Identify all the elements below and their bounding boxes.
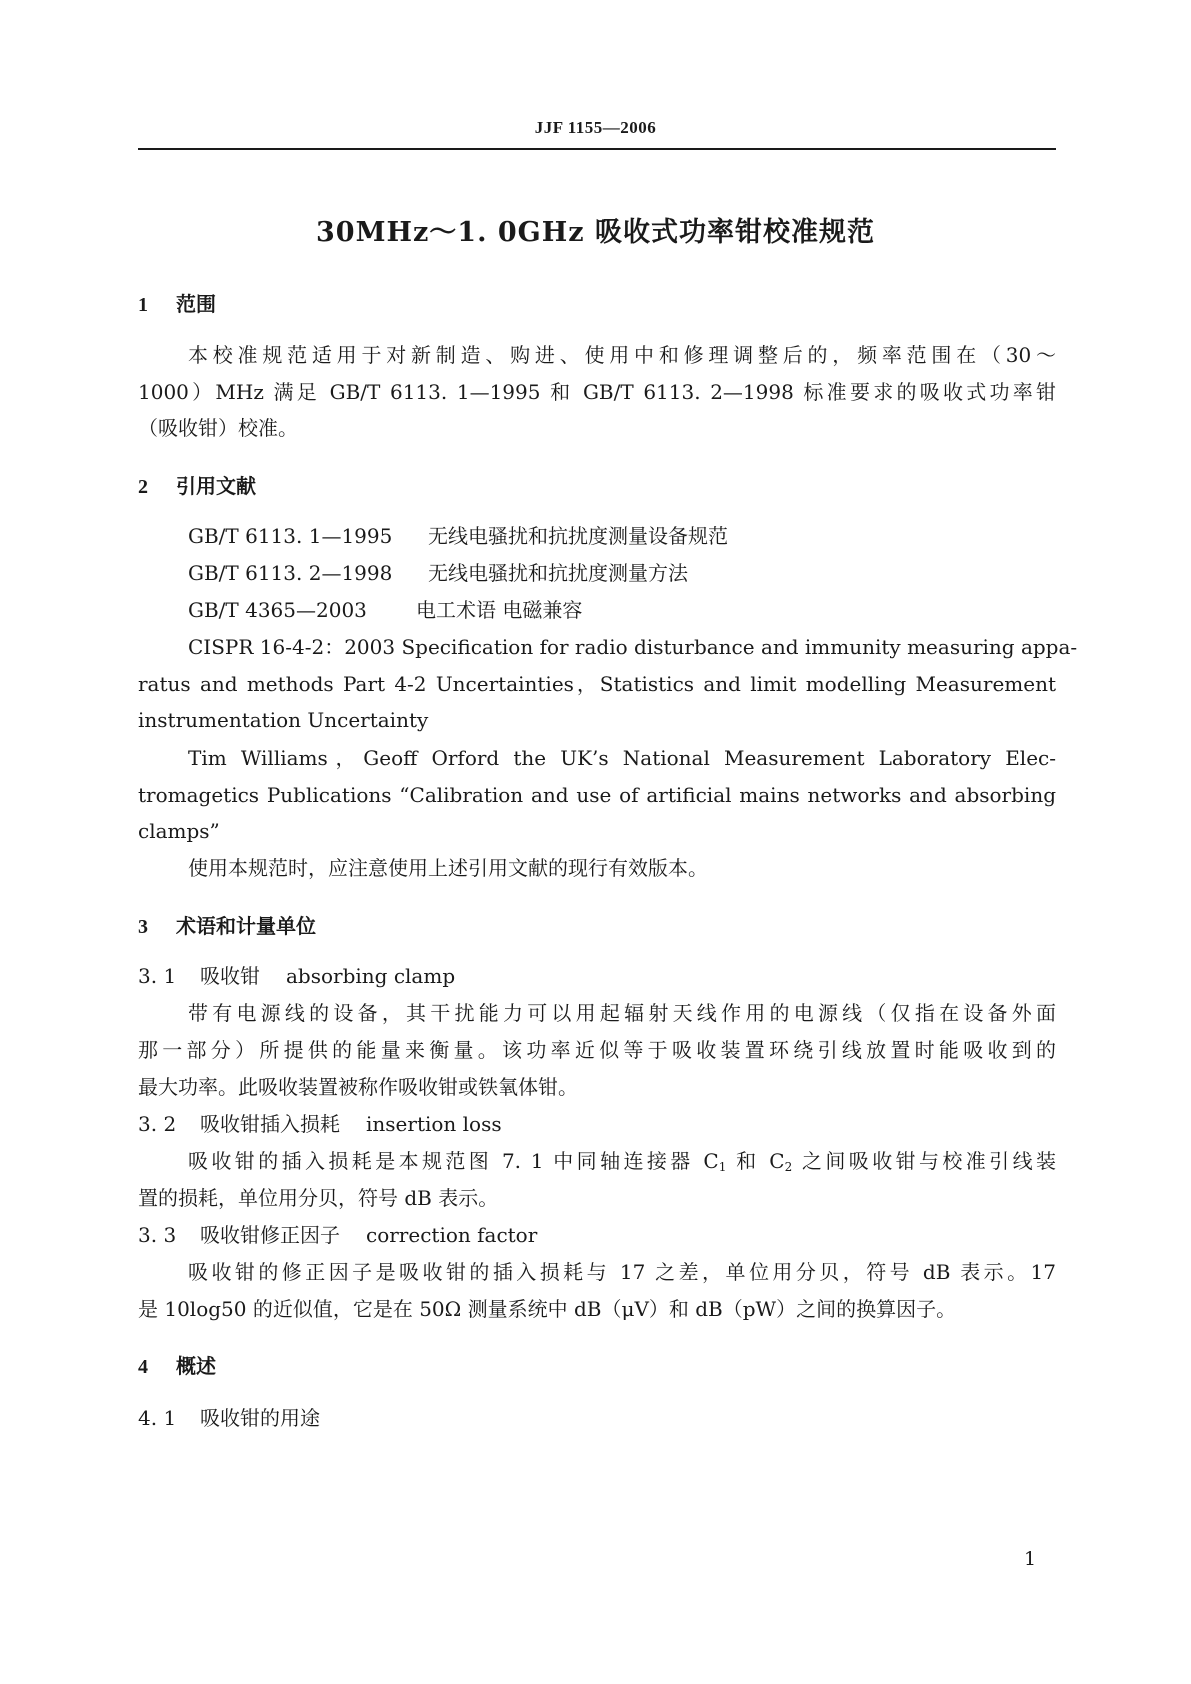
section-title: 范围 — [176, 292, 216, 316]
section-title: 引用文献 — [176, 474, 256, 498]
paragraph-line: 置的损耗，单位用分贝，符号 dB 表示。 — [138, 1186, 499, 1210]
reference-title: 无线电骚扰和抗扰度测量设备规范 — [428, 524, 728, 548]
paragraph-line: CISPR 16-4-2：2003 Specification for radio disturbance and immunity measuring appa- — [188, 635, 1078, 659]
text-run: 之间吸收钳与校准引线装 — [792, 1149, 1056, 1173]
section-number: 3 — [138, 916, 148, 938]
paragraph-line: 吸收钳的修正因子是吸收钳的插入损耗与 17 之差，单位用分贝，符号 dB 表示。17 — [188, 1260, 1056, 1284]
reference-title: 无线电骚扰和抗扰度测量方法 — [428, 561, 688, 585]
term-zh: 吸收钳修正因子 — [200, 1223, 340, 1247]
subscript: 1 — [718, 1160, 727, 1174]
reference-code: GB/T 6113. 2—1998 — [188, 561, 393, 585]
paragraph-line: 那一部分）所提供的能量来衡量。该功率近似等于吸收装置环绕引线放置时能吸收到的 — [138, 1038, 1056, 1062]
reference-item — [188, 590, 1056, 630]
subscript: 2 — [784, 1160, 793, 1174]
term-number: 4. 1 — [138, 1406, 177, 1430]
reference-title: 电工术语 电磁兼容 — [416, 598, 583, 622]
term-heading-3-3 — [138, 1215, 1056, 1255]
term-heading-4-1 — [138, 1398, 1056, 1438]
paragraph-line: instrumentation Uncertainty — [138, 708, 429, 732]
paragraph-line: 本校准规范适用于对新制造、购进、使用中和修理调整后的，频率范围在（30～ — [188, 343, 1056, 367]
paragraph-line: 是 10log50 的近似值，它是在 50Ω 测量系统中 dB（μV）和 dB（pW）之间的换算因子。 — [138, 1297, 957, 1321]
section-number: 2 — [138, 476, 148, 498]
section-3-heading — [138, 910, 316, 939]
term-en: insertion loss — [366, 1112, 502, 1136]
term-number: 3. 3 — [138, 1223, 177, 1247]
paragraph-line: tromagetics Publications “Calibration and use of artificial mains networks and absorbing — [138, 783, 1056, 807]
section-4-heading — [138, 1350, 216, 1379]
paragraph-line: Tim Williams，Geoff Orford the UK’s National Measurement Laboratory Elec- — [188, 746, 1056, 770]
term-en: correction factor — [366, 1223, 538, 1247]
paragraph-line: 使用本规范时，应注意使用上述引用文献的现行有效版本。 — [188, 856, 708, 880]
term-zh: 吸收钳 — [200, 964, 260, 988]
reference-item — [188, 516, 1056, 556]
text-run: 吸收钳的插入损耗是本规范图 7. 1 中同轴连接器 C — [188, 1149, 719, 1173]
paragraph-line: ratus and methods Part 4-2 Uncertainties，Statistics and limit modelling Measurement — [138, 672, 1056, 696]
reference-code: GB/T 6113. 1—1995 — [188, 524, 393, 548]
page-number: 1 — [1024, 1548, 1037, 1570]
section-number: 1 — [138, 294, 148, 316]
term-heading-3-2 — [138, 1104, 1056, 1144]
term-number: 3. 1 — [138, 964, 177, 988]
reference-item — [188, 553, 1056, 593]
section-2-heading — [138, 470, 256, 499]
reference-code: GB/T 4365—2003 — [188, 598, 367, 622]
section-1-heading — [138, 288, 216, 317]
term-zh: 吸收钳插入损耗 — [200, 1112, 340, 1136]
standard-code-header: JJF 1155—2006 — [534, 118, 657, 137]
paragraph-line: 带有电源线的设备，其干扰能力可以用起辐射天线作用的电源线（仅指在设备外面 — [188, 1001, 1056, 1025]
paragraph-line: 1000）MHz 满足 GB/T 6113. 1—1995 和 GB/T 6113. 2—1998 标准要求的吸收式功率钳 — [138, 380, 1056, 404]
term-number: 3. 2 — [138, 1112, 177, 1136]
section-number: 4 — [138, 1356, 148, 1378]
document-title: 30MHz～1. 0GHz 吸收式功率钳校准规范 — [316, 217, 875, 248]
text-run: 和 C — [726, 1149, 785, 1173]
term-zh: 吸收钳的用途 — [200, 1406, 320, 1430]
header-divider — [138, 148, 1056, 150]
term-en: absorbing clamp — [286, 964, 456, 988]
section-title: 术语和计量单位 — [176, 914, 316, 938]
section-title: 概述 — [176, 1354, 216, 1378]
paragraph-line: （吸收钳）校准。 — [138, 416, 298, 440]
paragraph-line: 最大功率。此吸收装置被称作吸收钳或铁氧体钳。 — [138, 1075, 578, 1099]
term-heading-3-1 — [138, 956, 1056, 996]
paragraph-line: clamps” — [138, 819, 220, 843]
